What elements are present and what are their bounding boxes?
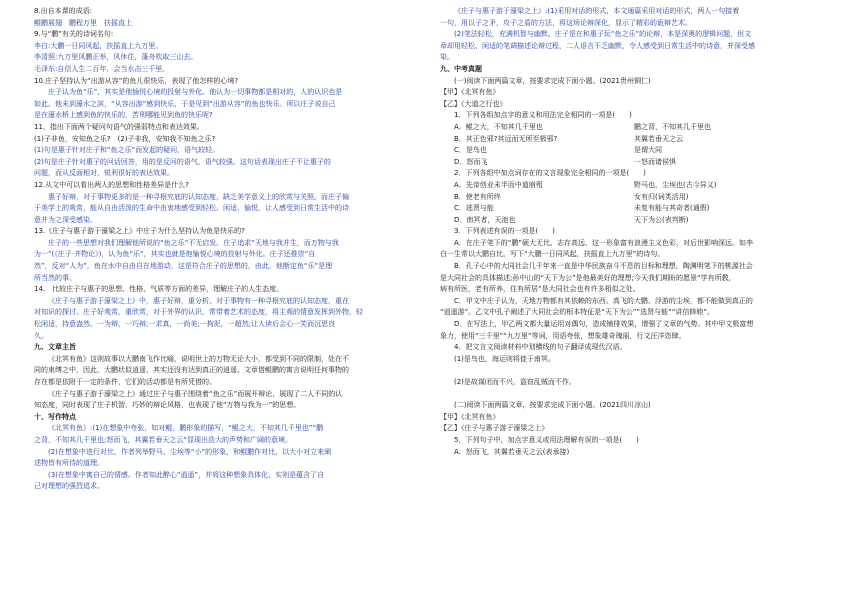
- q14-answer-line: 松闲适，持意盎然。一为辩，一巧辩;一求真，一尚美;一拘泥，一超然;让人读后会心一笑而沉思良: [34, 320, 336, 329]
- passage-title: 【乙】《大道之行也》: [440, 99, 507, 108]
- option-right: 其翼若垂天之云: [634, 134, 683, 143]
- option-right: 天下为公(表判断): [634, 215, 689, 224]
- q11-answer-line: (2)句是庄子针对惠子的问话回答，用的是反问的语气，语气较强。这句话表现出庄子不让惠子的: [34, 157, 331, 166]
- q2-option-d: [440, 215, 832, 227]
- passage-intro: (一)阅读下面两篇文章，按要求完成下面小题。(2021贵州铜仁): [454, 76, 651, 85]
- q14-answer-line: 久。: [34, 331, 48, 340]
- option-left: B．使老有所终: [454, 192, 501, 201]
- passage-intro: (二)阅读下面两篇文章，按要求完成下面小题。(2021四川凉山): [454, 401, 651, 410]
- q9-question: 9.与“鹏”有关的诗词名句:: [34, 30, 114, 39]
- section-heading-writing: 十、写作特点: [34, 412, 76, 421]
- q4-sentence: (1)是鸟也，海运则将徙于南冥。: [454, 354, 555, 363]
- q11-sentences: (1)子非鱼，安知鱼之乐? (2)子非我，安知我不知鱼之乐?: [34, 134, 216, 143]
- writing-paragraph-line: (3)在想象中寓自己的情感。作者知此醉心“逍遥”，并将这种想象具体化，实则是蕴含了自: [48, 470, 325, 479]
- writing-paragraph-line: 《庄子与惠子游于濠梁之上》:(1)采用对话的形式，本文通篇采用对话的形式，两人一句接着: [454, 7, 740, 15]
- q11-answer-line: (1)句是惠子针对庄子和“鱼之乐”而发起的疑问，语气较轻。: [34, 146, 220, 155]
- q10-answer-line: 是在濠水桥上感到鱼的快乐的，苦刑哪能见到鱼的快乐呢?: [34, 111, 213, 120]
- q2-option-c: [440, 203, 832, 215]
- q8-question: 8.出自本课的成语:: [34, 7, 93, 15]
- option-left: A．鲲之大，不知其几千里也: [454, 122, 543, 131]
- q13-answer-line: 为一”(《庄子·齐物论》)，认为鱼“乐”，其实也就是他愉悦心境的投射与外化。庄子还推崇“自: [34, 250, 316, 259]
- q14-answer-line: 对知识的探讨。庄子好观赏，重欣赏，对于外界的认识，常带着艺术的态度，将主观的情意发挥到外物，轻: [34, 308, 363, 317]
- q3-option-line: 病有所医，老有所养，住有所居”是大同社会也有许多相似之处。: [440, 285, 640, 294]
- q9-answer-line: 李清照:九万里风鹏正举，风休住，蓬舟吹取三山去。: [34, 53, 198, 62]
- passage-title: 【乙】《庄子与惠子游于濠梁之上》: [440, 424, 549, 433]
- q10-answer-line: 庄子认为鱼“乐”，其实是他愉悦心境的投射与外化。他认为一切事物都是相对的，人的认识也是: [48, 88, 343, 97]
- q14-question: 14. 比较庄子与惠子的思想、性格、气质等方面的差异，理解庄子的人生态度。: [34, 285, 284, 294]
- q13-answer-line: 所当然的事。: [34, 273, 76, 282]
- theme-paragraph-line: 《庄子与惠子游于濠梁之上》通过庄子与惠子围绕着“鱼之乐”而展开辩论，展现了二人不同的认: [48, 389, 343, 398]
- q3-option-line: A．在庄子笔下的“鹏”硕大无比、志存高远，这一形象富有浪漫主义色彩，对后世影响深远。如李: [454, 238, 754, 247]
- writing-paragraph-line: (2)在想象中进行对比，作者列举野马、尘埃等“小”的形象，和鲲鹏作对比，以大小对立来阐: [48, 447, 332, 456]
- passage-title: 【甲】《北冥有鱼》: [440, 412, 500, 421]
- q13-question: 13.《庄子与惠子游于濠梁之上》中庄子为什么坚持认为鱼是快乐的?: [34, 227, 245, 236]
- option-left: D．怒而飞: [454, 157, 488, 166]
- q12-answer-line: 惠子好辩，对于事物更多的是一种寻根究底的认知态度，缺乏美学意义上的欣赏与关照。而庄子偏: [48, 192, 349, 201]
- theme-paragraph-line: 同的束缚之中，因此，大鹏状似逍遥，其实还没有达到真正的逍遥。文章借鲲鹏的寓言说明任何事物的: [34, 366, 349, 375]
- option-right: 是谓大同: [634, 146, 662, 155]
- option-right: 鹏之背，不知其几千里也: [634, 122, 711, 131]
- q10-question: 10.庄子坚持认为“出游从容”的鱼儿很快乐，表现了他怎样的心境?: [34, 76, 239, 85]
- q13-answer-line: 然”，反对“人为”，鱼在水中自由自在地游动，这是符合庄子的思想的，由此，他断定鱼“乐”是理: [34, 262, 333, 271]
- writing-paragraph-line: 染。: [440, 53, 454, 62]
- q11-answer-line: 问题，而从反面相对，锐利很好的表达效果。: [34, 169, 174, 178]
- q1-option-b: [440, 134, 832, 146]
- passage-title: 【甲】《北冥有鱼》: [440, 88, 500, 97]
- option-left: D．南冥者，天池也: [454, 215, 516, 224]
- q3-option-line: D．在写法上，甲乙两文都大量运用对偶句，造成铺排效果，增强了文章的气势。其中甲文极富想: [454, 320, 754, 329]
- option-right: 一怒而诸侯惧: [634, 157, 676, 166]
- writing-paragraph-line: 之背，不知其几千里也;怒而飞，其翼若垂天之云”显现出浩大的声势和广阔的意境。: [34, 435, 292, 444]
- q12-answer-line: 意并为之深受感染。: [34, 215, 97, 224]
- option-left: A．先帝创业未半而中道崩殂: [454, 180, 543, 189]
- q10-answer-line: 如此。他未到濠水之滨，“从容出游”感到快乐，于是见到“出游从容”的鱼也快乐。所以庄子说自己: [34, 99, 336, 108]
- q2-question: 2．下列各组中加点词存在的文言现象完全相同的一项是( ): [454, 169, 646, 178]
- q3-option-line: B．孔子心中的大同社会几千年来一直是中华民族奋斗不息的目标和理想，陶渊明笔下的桃源社会: [454, 262, 753, 271]
- theme-paragraph-line: 知态度，同时表现了庄子机智，巧妙的辩论风格，也表现了他“万物与我为一”的思想。: [34, 401, 301, 410]
- q9-answer-line: 李白:大鹏一日同风起，扶摇直上九万里。: [34, 41, 163, 50]
- q1-option-d: [440, 157, 832, 169]
- q5-question: 5．下列句子中，加点字意义或用法理解有误的一项是( ): [454, 435, 639, 444]
- q14-answer-line: 《庄子与惠子游于濠梁之上》中，惠子好辩，重分析。对于事物有一种寻根究底的认知态度，重在: [48, 296, 349, 305]
- answer-blank: [440, 365, 832, 377]
- q3-option-line: 是大同社会的具体描述;孙中山的“天下为公”是他最美好的理想;今天我们期盼的愿景“学有所教，: [440, 273, 736, 282]
- option-left: C．是鸟也: [454, 146, 487, 155]
- q5-option-a: A．怒而飞，其翼若垂天之云(表承接): [454, 447, 570, 456]
- q4-question: 4．把文言文阅读材料中划横线的句子翻译成现代汉语。: [454, 343, 627, 352]
- left-column: [34, 6, 420, 493]
- answer-blank: [440, 389, 832, 401]
- q12-answer-line: 于美学上的观赏，能从自由活泼的生命中由衷地感受到轻松、闲适、愉悦，让人感受到日常生活中的诗: [34, 204, 349, 213]
- q3-question: 3．下列表述有误的一项是( ): [454, 227, 555, 236]
- q4-sentence: (2)是故谋闭而不兴，盗窃乱贼而不作。: [454, 378, 576, 386]
- q9-answer-line: 毛泽东:自信人生二百年，会当水击三千里。: [34, 64, 170, 73]
- option-right: 女有归(词类活用): [634, 192, 689, 201]
- writing-paragraph-line: 章却用轻松、闲适的笔调描述论辩过程，二人语言不乏幽默，令人感受到日常生活中的诗意，并深受感: [440, 41, 755, 50]
- right-column: [440, 6, 832, 458]
- q1-question: 1．下列各组加点字的意义和用法完全相同的一项是( ): [454, 111, 632, 120]
- option-left: C．选贤与能: [454, 204, 494, 213]
- q3-option-line: 白一生常以大鹏自比，写下“大鹏一日同风起，扶摇直上九万里”的诗句。: [440, 250, 665, 259]
- q1-option-a: [440, 122, 832, 134]
- writing-paragraph-line: 一句，用以子之矛，攻子之盾的方法，将这场论辩深化，显示了精彩的诡辩艺术。: [440, 18, 692, 27]
- q13-answer-line: 庄子的一些思想对我们理解他所说的“鱼之乐”不无启发。庄子追求“天地与我并生，而万物与我: [48, 238, 339, 247]
- q8-answer: 鲲鹏展翅 鹏程万里 扶摇直上: [34, 18, 132, 27]
- option-right: 未复有能与其奇者(通假): [634, 204, 710, 213]
- writing-paragraph-line: (2)笔法轻松，充满机智与幽默。庄子是在和惠子玩“鱼之乐”的论辩，本是深奥的逻辑问题，但文: [454, 30, 752, 39]
- q11-question: 11、指出下面两个疑问句语气的强弱特点和表达效果。: [34, 122, 204, 131]
- writing-paragraph-line: 述物皆有所待的道理。: [34, 459, 104, 468]
- q3-option-line: C．甲文中庄子认为，天地万物都有其依赖的东西。高飞的大鹏、浮游的尘埃，都不能做到真正的: [454, 296, 753, 305]
- writing-paragraph-line: 《北冥有鱼》:(1)在想象中夸张，如对鲲、鹏形象的描写，“鲲之大，不知其几千里也”“鹏: [48, 424, 324, 433]
- theme-paragraph-line: 存在都是依附于一定的条件，它们的活动都是有所凭借的。: [34, 378, 216, 386]
- q2-option-b: [440, 192, 832, 204]
- section-heading-exam: 九、中考真题: [440, 64, 482, 73]
- option-right: 野马也，尘埃也(古今异义): [634, 180, 717, 189]
- theme-paragraph-line: 《北冥有鱼》这则故事以大鹏南飞作比喻，说明世上的万物无论大小，都受到不同的限制，处在不: [48, 354, 349, 363]
- q2-option-a: [440, 180, 832, 192]
- q12-question: 12.从文中可以看出两人的思想和性格差异是什么?: [34, 180, 189, 189]
- q1-option-c: [440, 145, 832, 157]
- option-left: B．其正色邪?其远而无所至极邪?: [454, 134, 558, 143]
- q3-option-line: 象力，使用“三千里”“九万里”等词，用语夸张，想象雄奇瑰丽，行文汪洋恣肆。: [440, 331, 686, 340]
- section-heading-theme: 九、文章主旨: [34, 343, 76, 352]
- q3-option-line: “逍遥游”。乙文中孔子阐述了大同社会的根本特征是“天下为公”“选贤与能”“讲信修睦”。: [440, 308, 715, 317]
- writing-paragraph-line: 己对理想的强烈追求。: [34, 482, 104, 491]
